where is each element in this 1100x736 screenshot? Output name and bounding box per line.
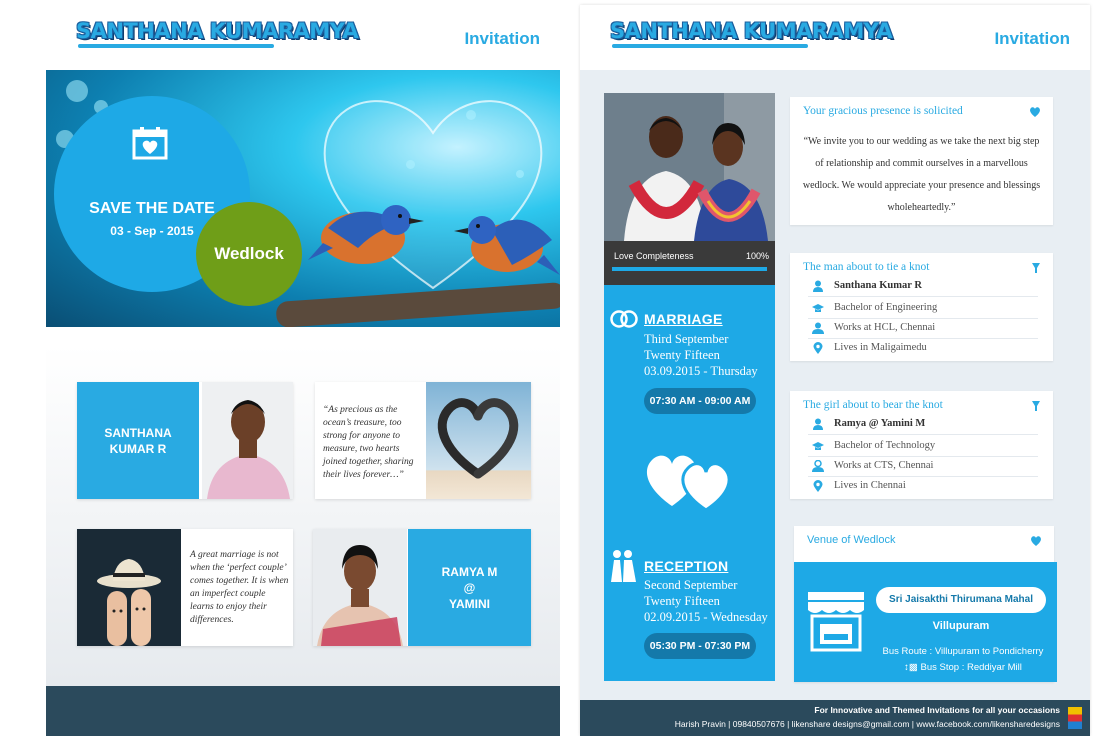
marriage-title: MARRIAGE bbox=[644, 311, 723, 327]
worker-icon bbox=[812, 460, 824, 472]
person-icon bbox=[812, 280, 824, 292]
marriage-year: Twenty Fifteen bbox=[644, 348, 720, 362]
bride-education-value: Bachelor of Technology bbox=[834, 440, 936, 451]
invitation-page-back bbox=[580, 5, 1090, 736]
love-meter-value: 100% bbox=[745, 251, 769, 261]
bokeh-light bbox=[66, 80, 88, 102]
bluebird-right bbox=[452, 200, 560, 286]
venue-bus-stop bbox=[872, 662, 1054, 673]
presence-card-title: Your gracious presence is solicited bbox=[803, 105, 963, 117]
save-the-date-text: SAVE THE DATE bbox=[89, 200, 215, 217]
rings-icon bbox=[609, 308, 639, 328]
reception-year: Twenty Fifteen bbox=[644, 594, 720, 608]
groom-education-value: Bachelor of Engineering bbox=[834, 302, 938, 313]
groom-work-value: Works at HCL, Chennai bbox=[834, 322, 936, 333]
hero-banner bbox=[46, 70, 560, 327]
groom-tile bbox=[77, 382, 293, 499]
bride-row-name bbox=[808, 415, 1038, 435]
marriage-date: 03.09.2015 - Thursday bbox=[644, 364, 758, 378]
page-header bbox=[46, 5, 560, 70]
groom-row-education bbox=[808, 299, 1038, 319]
groom-name: SANTHANA KUMAR R bbox=[77, 382, 199, 499]
quote-ocean: “As precious as the ocean’s treasure, too strong for anyone to measure, two hearts joined together, sharing their lives forever…” bbox=[323, 405, 414, 480]
wedding-date: 03 - Sep - 2015 bbox=[110, 224, 194, 238]
wedlock-badge: Wedlock bbox=[196, 202, 302, 306]
bus-icon: ↕▩ bbox=[904, 662, 921, 673]
marriage-day: Third September bbox=[644, 332, 729, 346]
couple-icon bbox=[607, 548, 637, 582]
photo-gallery bbox=[46, 345, 560, 686]
page-title: Invitation bbox=[994, 29, 1070, 48]
person-icon bbox=[812, 418, 824, 430]
bride-name: RAMYA M @ YAMINI bbox=[408, 529, 531, 646]
reception-date: 02.09.2015 - Wednesday bbox=[644, 610, 768, 624]
quote-marriage: A great marriage is not when the ‘perfect couple’ comes together. It is when an imperfect couple learns to enjoy their differences. bbox=[190, 550, 289, 625]
bride-name-value: Ramya @ Yamini M bbox=[834, 418, 926, 429]
groom-row-location bbox=[808, 339, 1038, 359]
hearts-icon bbox=[1030, 535, 1042, 547]
bluebird-left bbox=[308, 188, 428, 278]
store-icon bbox=[806, 590, 866, 652]
male-icon bbox=[1031, 262, 1041, 274]
page-header bbox=[580, 5, 1090, 70]
page-footer bbox=[580, 700, 1090, 736]
groom-row-name bbox=[808, 277, 1038, 297]
quote-tile-ocean bbox=[315, 382, 531, 499]
groom-row-work bbox=[808, 319, 1038, 339]
couple-photo bbox=[604, 93, 775, 241]
calendar-heart-icon bbox=[132, 126, 168, 160]
venue-bus-stop-text: Bus Stop : Reddiyar Mill bbox=[920, 662, 1022, 673]
location-pin-icon bbox=[812, 480, 824, 492]
presence-card bbox=[790, 97, 1053, 225]
groom-card bbox=[790, 253, 1053, 361]
reception-day: Second September bbox=[644, 578, 738, 592]
events-column bbox=[604, 93, 775, 681]
graduation-cap-icon bbox=[812, 302, 824, 314]
venue-bus-route: Bus Route : Villupuram to Pondicherry bbox=[882, 646, 1044, 657]
brand-logo: SANTHANA KUMARAMYA bbox=[610, 19, 893, 43]
bride-row-work bbox=[808, 457, 1038, 477]
presence-card-text: “We invite you to our wedding as we take the next big step of relationship and commit ourselves in a marvellous wedlock. We would appreciate your presence and blessings wholeheartedly.” bbox=[802, 136, 1041, 213]
bride-row-location bbox=[808, 477, 1038, 497]
groom-photo bbox=[202, 382, 293, 499]
hearts-icon bbox=[1029, 106, 1041, 118]
logo-underline bbox=[612, 44, 808, 48]
bride-tile bbox=[313, 529, 531, 646]
bride-card-title: The girl about to bear the knot bbox=[803, 399, 943, 411]
heart-jump-photo bbox=[426, 382, 531, 499]
love-meter-label: Love Completeness bbox=[614, 251, 694, 261]
groom-card-title: The man about to tie a knot bbox=[803, 261, 930, 273]
quote-tile-marriage bbox=[77, 529, 293, 646]
venue-hall: Sri Jaisakthi Thirumana Mahal bbox=[876, 587, 1046, 613]
marriage-time: 07:30 AM - 09:00 AM bbox=[644, 388, 756, 414]
venue-city: Villupuram bbox=[932, 620, 990, 632]
groom-name-value: Santhana Kumar R bbox=[834, 280, 922, 291]
page-footer bbox=[46, 686, 560, 736]
bride-card bbox=[790, 391, 1053, 499]
love-meter bbox=[604, 241, 775, 285]
designer-logo bbox=[1068, 707, 1082, 729]
graduation-cap-icon bbox=[812, 440, 824, 452]
bride-location-value: Lives in Chennai bbox=[834, 480, 906, 491]
venue-details bbox=[794, 562, 1057, 682]
page-title: Invitation bbox=[464, 29, 540, 48]
bride-work-value: Works at CTS, Chennai bbox=[834, 460, 934, 471]
invitation-page-front bbox=[46, 5, 560, 736]
bride-photo bbox=[313, 529, 407, 646]
love-meter-bar bbox=[612, 267, 767, 271]
footer-contact: Harish Pravin | 09840507676 | likenshare designs@gmail.com | www.facebook.com/likensharedesigns bbox=[674, 719, 1060, 729]
female-icon bbox=[1031, 400, 1041, 412]
brand-logo: SANTHANA KUMARAMYA bbox=[76, 19, 359, 43]
location-pin-icon bbox=[812, 342, 824, 354]
bride-row-education bbox=[808, 437, 1038, 457]
logo-underline bbox=[78, 44, 274, 48]
finger-couple-photo bbox=[77, 529, 181, 646]
footer-tagline: For Innovative and Themed Invitations for all your occasions bbox=[814, 705, 1060, 715]
double-heart-icon bbox=[642, 448, 738, 514]
venue-card-title: Venue of Wedlock bbox=[807, 534, 896, 546]
groom-location-value: Lives in Maligaimedu bbox=[834, 342, 927, 353]
venue-card bbox=[794, 526, 1054, 682]
worker-icon bbox=[812, 322, 824, 334]
reception-time: 05:30 PM - 07:30 PM bbox=[644, 633, 756, 659]
reception-title: RECEPTION bbox=[644, 558, 729, 574]
